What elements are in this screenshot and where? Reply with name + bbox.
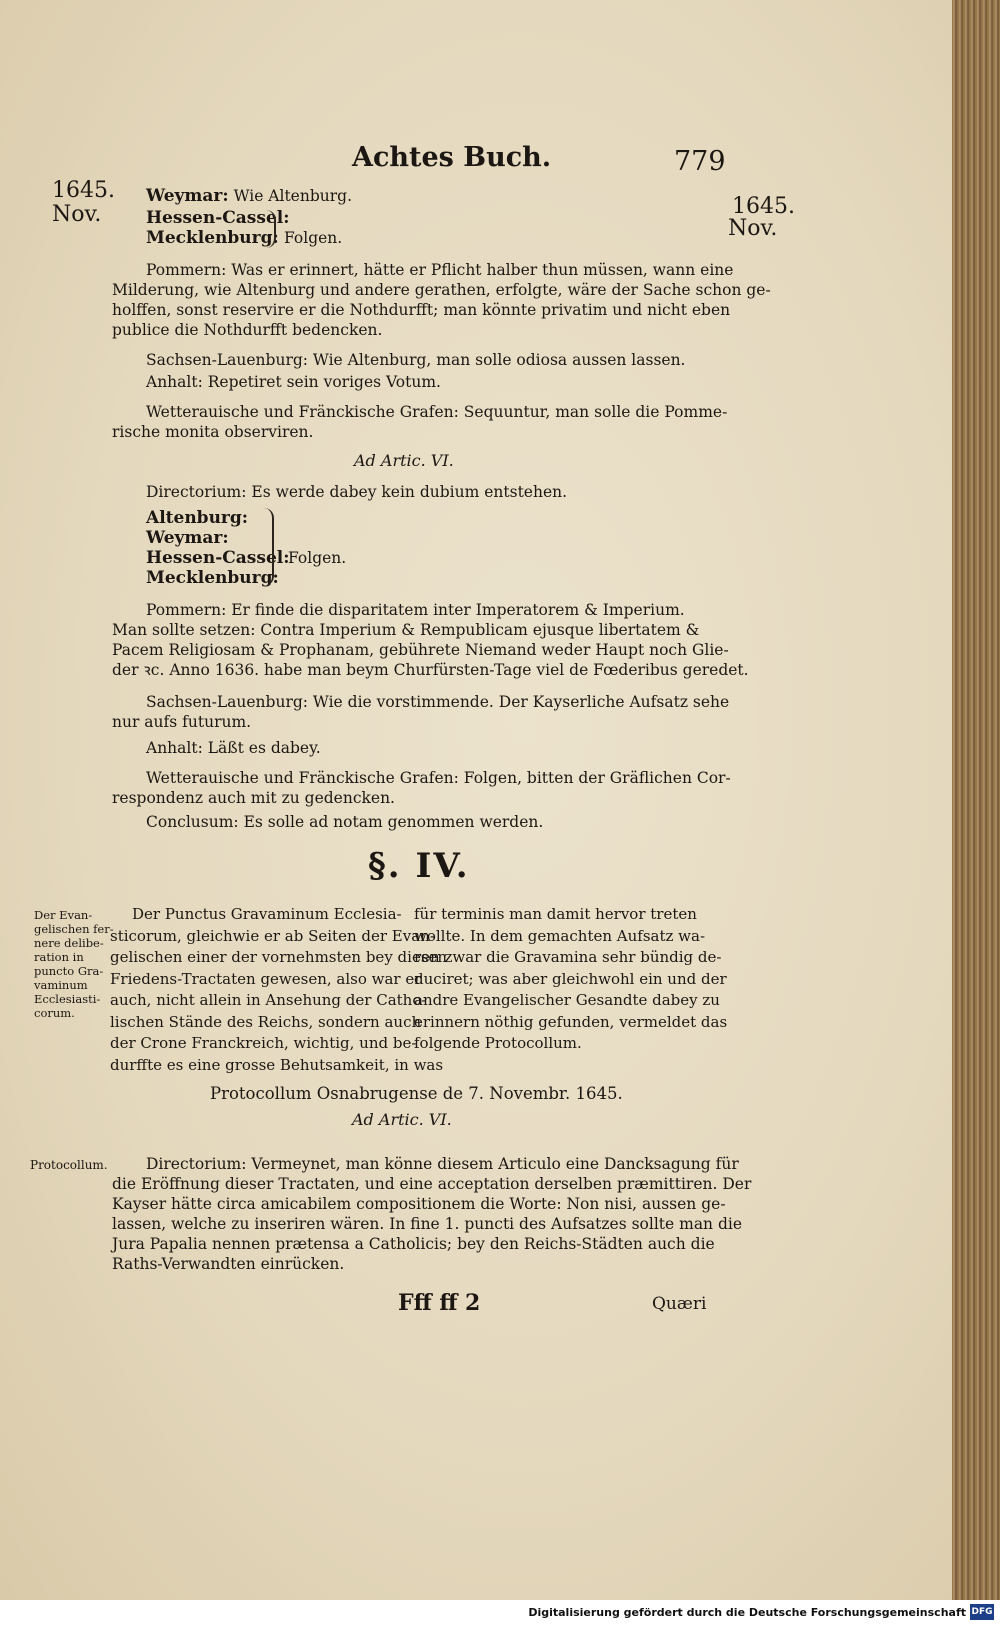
- left-month: Nov.: [52, 202, 102, 227]
- left-year: 1645.: [52, 178, 115, 203]
- column-line: auch, nicht allein in Ansehung der Catho-: [110, 991, 427, 1009]
- column-line: ren zwar die Gravamina sehr bündig de-: [414, 948, 722, 966]
- pommern2-line-3: Pacem Religiosam & Prophanam, gebührete Niemand weder Haupt noch Glie-: [112, 641, 729, 659]
- sachsen2-line-1: Sachsen-Lauenburg: Wie die vorstimmende. Der Kayserliche Aufsatz sehe: [146, 693, 730, 711]
- section-heading: §. IV.: [368, 846, 470, 886]
- pommern2-line-2: Man sollte setzen: Contra Imperium & Rempublicam ejusque libertatem &: [112, 621, 700, 639]
- section-right-column: [414, 904, 728, 1055]
- section-left-column: [110, 904, 448, 1076]
- book-page-edge: [952, 0, 1000, 1600]
- column-line: andre Evangelischer Gesandte dabey zu: [414, 991, 720, 1009]
- wetterau2-line-2: respondenz auch mit zu gedencken.: [112, 789, 395, 807]
- right-month: Nov.: [728, 216, 778, 241]
- protocol-title: Protocollum Osnabrugense de 7. Novembr. 1645.: [210, 1084, 623, 1103]
- wetterau-line-1: Wetterauische und Fränckische Grafen: Sequuntur, man solle die Pomme-: [146, 403, 728, 421]
- signature-mark: Fff ff 2: [398, 1290, 481, 1316]
- pommern-line-3: holffen, sonst reservire er die Nothdurfft; man könnte privatim und nicht eben: [112, 301, 731, 319]
- sachsen-line: Sachsen-Lauenburg: Wie Altenburg, man solle odiosa aussen lassen.: [146, 351, 686, 369]
- protocol-line-3: Kayser hätte circa amicabilem compositionem die Worte: Non nisi, aussen ge-: [112, 1195, 726, 1213]
- section-margin-note: [34, 908, 114, 1020]
- protocol-line-2: die Eröffnung dieser Tractaten, und eine acceptation derselben præmittiren. Der: [112, 1175, 752, 1193]
- pommern2-line-1: Pommern: Er finde die disparitatem inter Imperatorem & Imperium.: [146, 601, 685, 619]
- protocol-line-5: Jura Papalia nennen prætensa a Catholicis; bey den Reichs-Städten auch die: [112, 1235, 715, 1253]
- column-line: duciret; was aber gleichwohl ein und der: [414, 969, 727, 988]
- column-line: durffte es eine grosse Behutsamkeit, in was: [110, 1055, 444, 1074]
- margin-line: corum.: [34, 1006, 75, 1020]
- column-line: sticorum, gleichwie er ab Seiten der Evan-: [110, 926, 435, 945]
- protocol-subtitle: Ad Artic. VI.: [352, 1110, 452, 1129]
- wetterau2-line-1: Wetterauische und Fränckische Grafen: Folgen, bitten der Gräflichen Cor-: [146, 769, 731, 787]
- directorium-line: Directorium: Es werde dabey kein dubium entstehen.: [146, 483, 568, 501]
- column-line: wollte. In dem gemachten Aufsatz wa-: [414, 926, 706, 945]
- anhalt-line: Anhalt: Repetiret sein voriges Votum.: [146, 373, 441, 391]
- margin-line: puncto Gra-: [34, 964, 104, 978]
- column-line: lischen Stände des Reichs, sondern auch: [110, 1012, 422, 1031]
- brace-1: [266, 210, 276, 248]
- margin-line: ration in: [34, 950, 84, 964]
- pommern-line-4: publice die Nothdurfft bedencken.: [112, 321, 383, 339]
- pommern-line-1: Pommern: Was er erinnert, hätte er Pflicht halber thun müssen, wann eine: [146, 261, 734, 279]
- protocol-line-4: lassen, welche zu inseriren wären. In fine 1. puncti des Aufsatzes sollte man die: [112, 1215, 743, 1233]
- mecklenburg-speaker: Mecklenburg:: [146, 228, 279, 248]
- catchword: Quæri: [652, 1294, 707, 1314]
- wetterau-line-2: rische monita observiren.: [112, 423, 314, 441]
- sachsen2-line-2: nur aufs futurum.: [112, 713, 252, 731]
- weymar-entry: [146, 186, 352, 206]
- margin-line: vaminum: [34, 978, 88, 992]
- brace-2: [262, 508, 274, 586]
- brace-2-text: Folgen.: [288, 549, 347, 567]
- dfg-logo: DFG: [970, 1604, 994, 1620]
- pommern2-line-4: der ꝛc. Anno 1636. habe man beym Churfürsten-Tage viel de Fœderibus geredet.: [112, 661, 749, 679]
- column-line: folgende Protocollum.: [414, 1034, 582, 1052]
- weymar-speaker: Weymar:: [146, 186, 229, 206]
- margin-line: Ecclesiasti-: [34, 992, 101, 1006]
- pommern-line-2: Milderung, wie Altenburg und andere gerathen, erfolgte, wäre der Sache schon ge-: [112, 281, 771, 299]
- hessen-speaker: Hessen-Cassel:: [146, 208, 290, 228]
- right-year: 1645.: [732, 194, 795, 219]
- hessen-name: Hessen-Cassel:: [146, 548, 290, 568]
- column-line: Der Punctus Gravaminum Ecclesia-: [132, 905, 402, 923]
- protocol-margin-note: Protocollum.: [30, 1158, 108, 1172]
- protocol-line-6: Raths-Verwandten einrücken.: [112, 1255, 345, 1273]
- conclusum-line: Conclusum: Es solle ad notam genommen werden.: [146, 813, 544, 831]
- brace-1-text: Folgen.: [284, 229, 343, 247]
- margin-line: gelischen fer-: [34, 922, 114, 936]
- column-line: gelischen einer der vornehmsten bey diesen: [110, 948, 448, 966]
- margin-line: Der Evan-: [34, 908, 93, 922]
- column-line: erinnern nöthig gefunden, vermeldet das: [414, 1012, 728, 1031]
- running-title: Achtes Buch.: [352, 142, 552, 173]
- protocol-line-1: Directorium: Vermeynet, man könne diesem Articulo eine Dancksagung für: [146, 1155, 739, 1173]
- altenburg-name: Altenburg:: [146, 508, 249, 528]
- mecklenburg-name: Mecklenburg:: [146, 568, 279, 588]
- column-line: Friedens-Tractaten gewesen, also war er: [110, 969, 422, 988]
- weymar-name: Weymar:: [146, 528, 229, 548]
- column-line: für terminis man damit hervor treten: [414, 905, 697, 923]
- ad-artic-heading: Ad Artic. VI.: [354, 451, 454, 470]
- page-number: 779: [674, 146, 726, 177]
- margin-line: nere delibe-: [34, 936, 104, 950]
- column-line: der Crone Franckreich, wichtig, und be-: [110, 1034, 417, 1052]
- weymar-text: Wie Altenburg.: [233, 187, 352, 205]
- digitization-credit: Digitalisierung gefördert durch die Deutsche Forschungsgemeinschaft: [528, 1606, 966, 1619]
- anhalt2-line: Anhalt: Läßt es dabey.: [146, 739, 321, 757]
